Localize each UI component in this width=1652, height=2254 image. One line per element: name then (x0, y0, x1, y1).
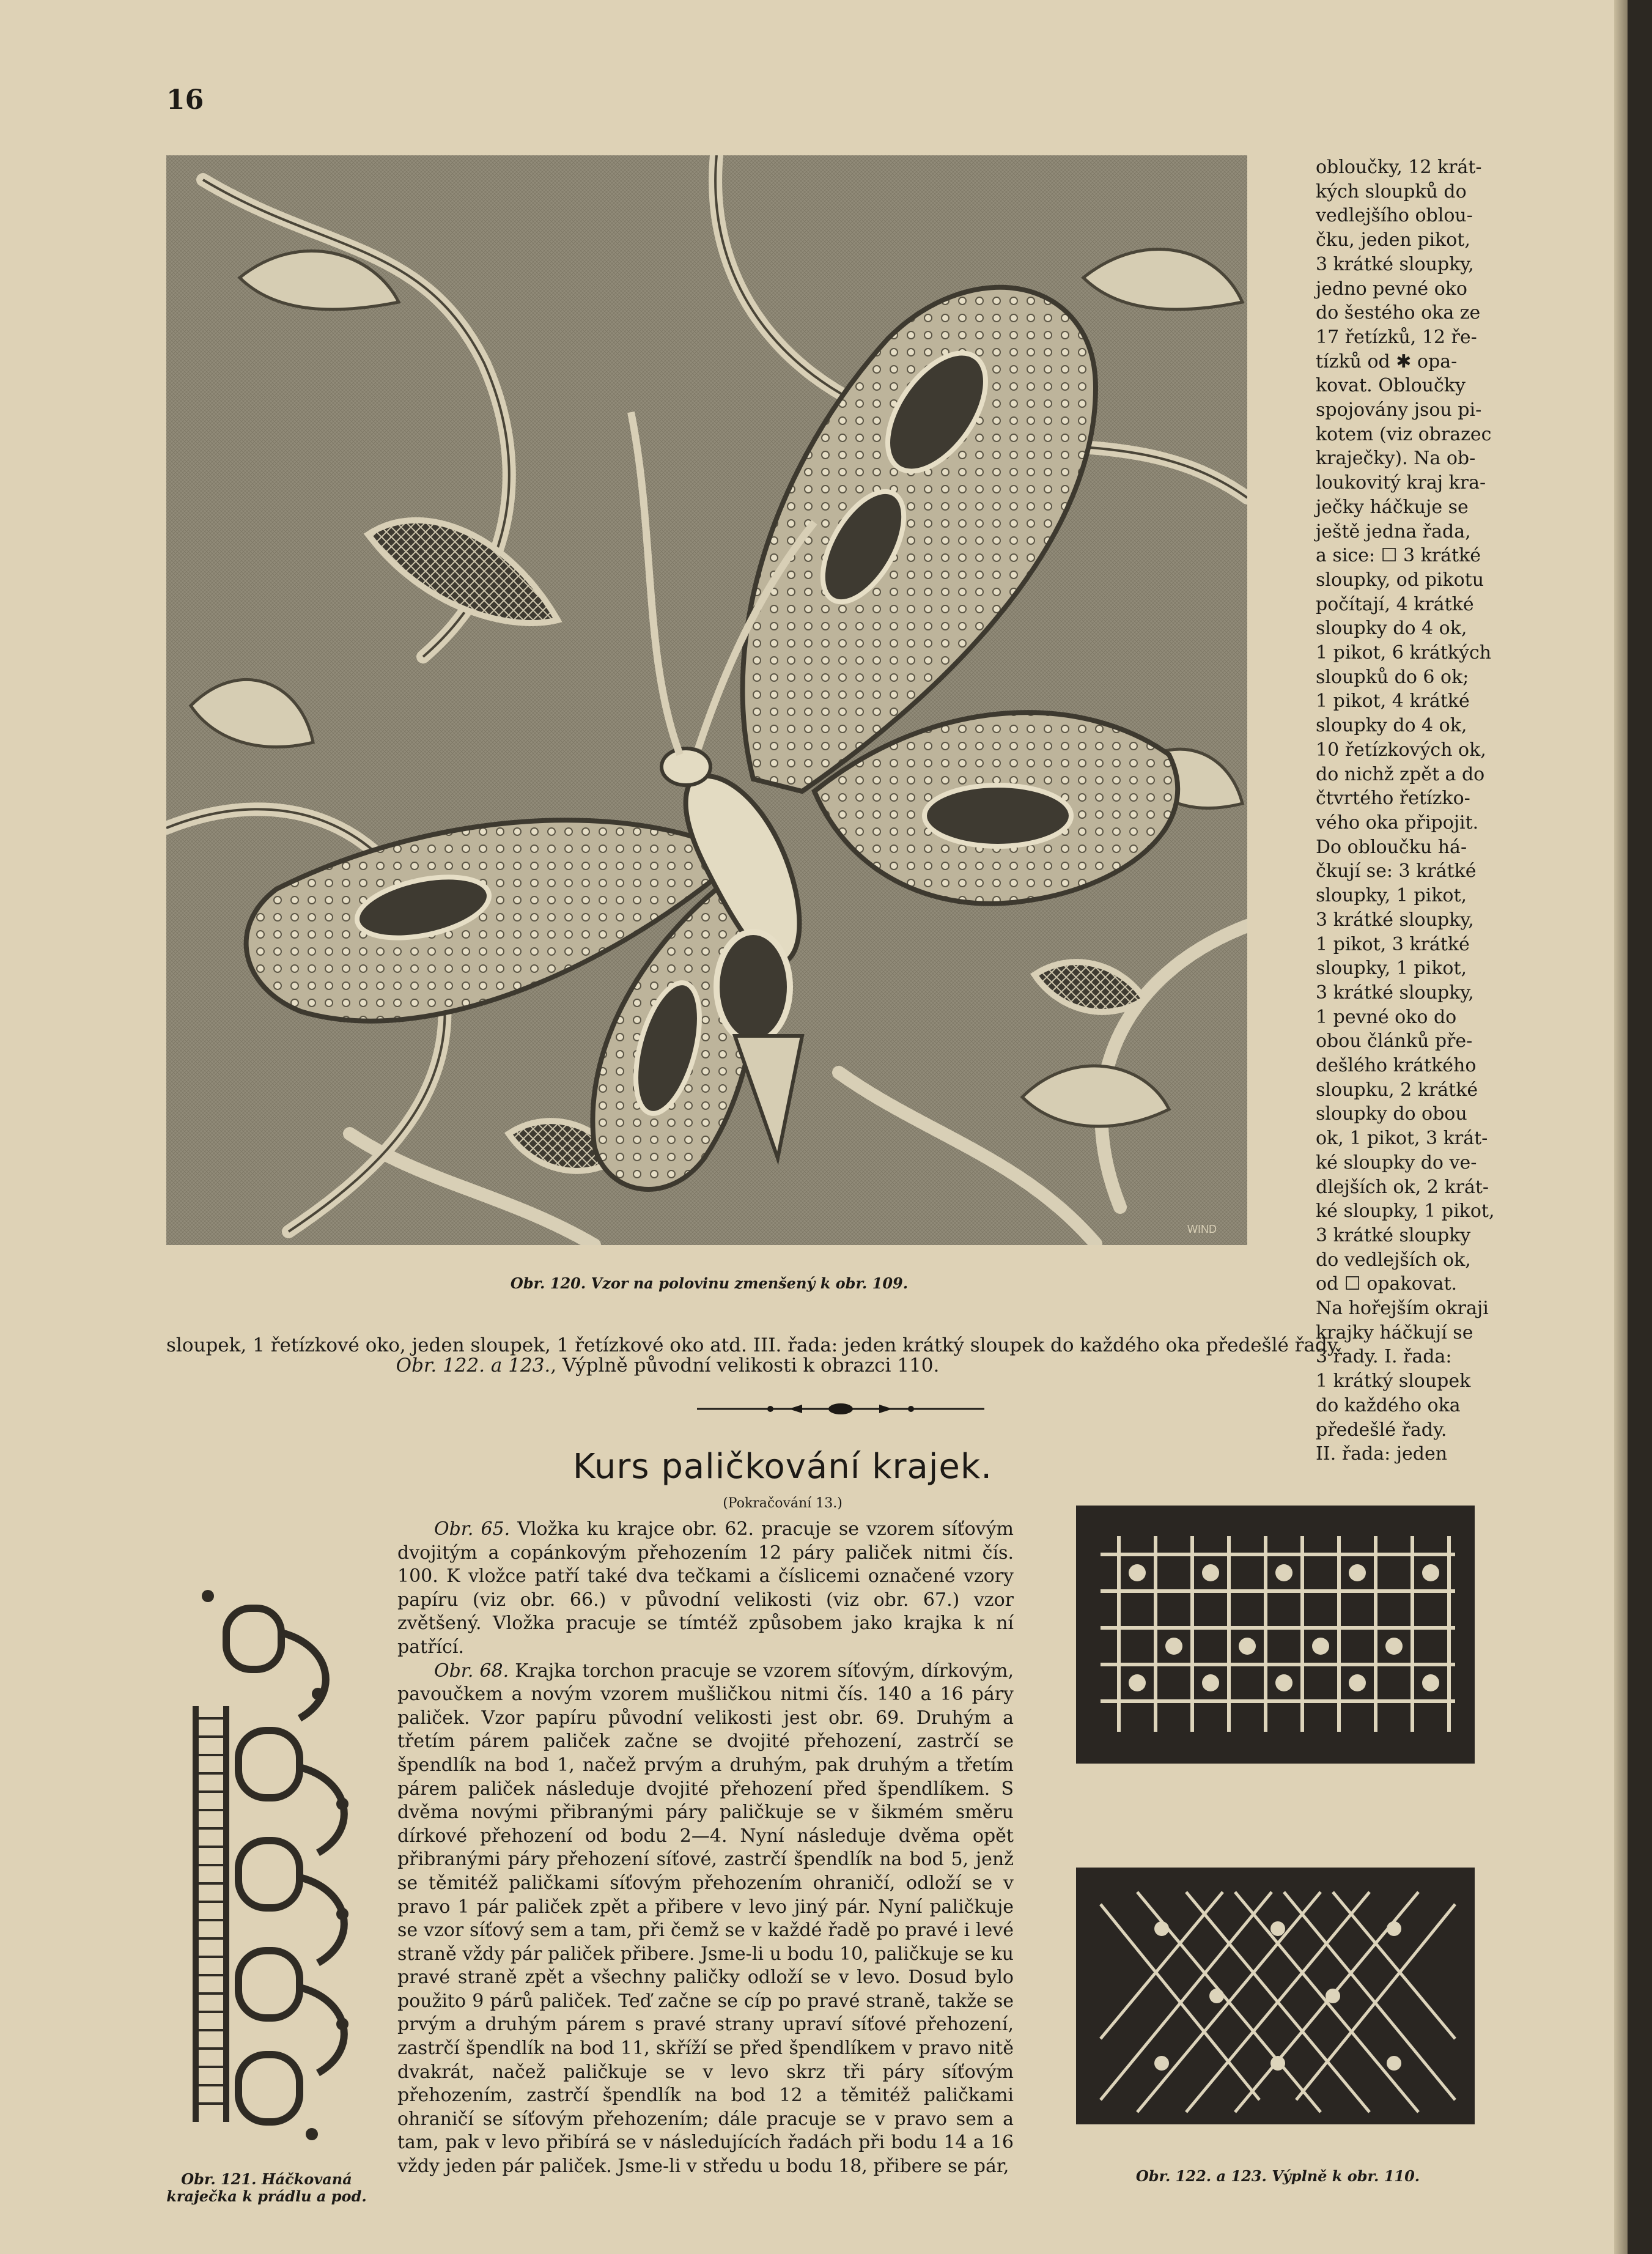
text-line: 10 řetízkových ok, (1316, 739, 1486, 761)
right-column-text (1316, 155, 1510, 1466)
text-line: kých sloupků do (1316, 180, 1467, 202)
text-line: dlejších ok, 2 krát- (1316, 1176, 1489, 1198)
text-line: dešlého krátkého (1316, 1055, 1477, 1077)
article-body (397, 1518, 1014, 2179)
figure-121-caption-line: Obr. 121. Háčkovaná (181, 2170, 352, 2188)
text-line: Do obloučku há- (1316, 836, 1467, 858)
text-line: čku, jeden pikot, (1316, 229, 1470, 251)
text-line: 3 krátké sloupky, (1316, 909, 1474, 931)
text-line: spojovány jsou pi- (1316, 399, 1482, 421)
text-line: 1 pikot, 4 krátké (1316, 690, 1470, 712)
text-line: sloupky, 1 pikot, (1316, 958, 1467, 980)
figure-121-caption (144, 2171, 389, 2205)
figure-note-separator: , (550, 1354, 562, 1376)
text-line: Na hořejším okraji (1316, 1298, 1489, 1320)
text-line: 3 krátké sloupky, (1316, 253, 1474, 275)
text-line: ké sloupky do ve- (1316, 1151, 1477, 1173)
page-number: 16 (166, 84, 204, 116)
figure-note-ref: Obr. 122. a 123. (396, 1354, 551, 1376)
text-line: loukovitý kraj kra- (1316, 472, 1486, 494)
lace-filling-123-illustration (1076, 1868, 1475, 2124)
text-line: 3 řady. I. řada: (1316, 1346, 1452, 1368)
text-line: II. řada: jeden (1316, 1443, 1448, 1465)
text-line: 17 řetízků, 12 ře- (1316, 326, 1477, 348)
continuation-line: sloupek, 1 řetízkové oko, jeden sloupek, 1 řetízkové oko atd. III. řada: jeden krátký sloupek do každého oka předešlé řady. (166, 1334, 1342, 1356)
text-line: obou článků pře- (1316, 1030, 1473, 1052)
text-line: čkují se: 3 krátké (1316, 860, 1477, 882)
figure-120-caption: Obr. 120. Vzor na polovinu zmenšený k obr. 109. (510, 1274, 909, 1292)
figure-121-caption-line: kraječka k prádlu a pod. (166, 2187, 367, 2205)
text-line: 1 pevné oko do (1316, 1006, 1457, 1028)
text-line: do šestého oka ze (1316, 302, 1481, 324)
text-line: kovat. Obloučky (1316, 375, 1466, 397)
crochet-lace-illustration (159, 1572, 373, 2146)
paragraph-text: Krajka torchon pracuje se vzorem síťovým, dírkovým, pavoučkem a novým vzorem mušličkou nitmi čís. 140 a 16 páry paliček. Vzor papíru původní velikosti jest obr. 69. Druhým a třetím párem paliček začne se dvojité přehození, zastrčí se špendlík na bod 1, načež prvým a druhým, pak druhým a třetím párem paliček následuje dvojité přehození před špendlíkem. S dvěma novými přibranými páry paličkuje se v šikmém směru dírkové přehození od bodu 2—4. Nyní následuje dvěma opět přibranými páry přehození síťové, zastrčí špendlík na bod 5, jenž se těmitéž paličkami síťovým přehozením ohraničí, odloží se v pravo 1 pár paliček zpět a přibere v levo jiný pár. Nyní paličkuje se vzor síťový sem a tam, při čemž se v každé řadě po pravé i levé straně vždy pár paliček přibere. Jsme-li u bodu 10, paličkuje se ku pravé straně zpět a všechny paličky odloží se v levo. Dosud bylo použito 9 párů paliček. Teď začne se cíp po pravé straně, takže se prvým a druhým párem s pravé strany upraví síťové přehození, zastrčí špendlík na bod 11, skříží se před špendlíkem v pravo nitě dvakrát, načež paličkuje se v levo skrz tři páry síťovým přehozením, zastrčí špendlík na bod 12 a těmitéž paličkami ohraničí se síťovým přehozením; dále pracuje se v pravo sem a tam, pak v levo přibírá se v následujících řadách při bodu 14 a 16 vždy jeden pár paliček. Jsme-li v středu u bodu 18, přibere se pár, (397, 1660, 1014, 2178)
text-line: krajky háčkují se (1316, 1321, 1473, 1343)
figure-122-123-caption: Obr. 122. a 123. Výplně k obr. 110. (1135, 2167, 1420, 2185)
figure-ref: Obr. 68. (434, 1660, 509, 1682)
text-line: do každého oka (1316, 1394, 1461, 1416)
text-line: tízků od ✱ opa- (1316, 350, 1458, 372)
text-line: obloučky, 12 krát- (1316, 157, 1482, 178)
page-edge (1628, 0, 1652, 2254)
engraver-signature: WIND (1187, 1223, 1217, 1235)
binding-strip (1614, 0, 1628, 2254)
figure-ref: Obr. 65. (434, 1518, 511, 1540)
text-line: vedlejšího oblou- (1316, 205, 1473, 227)
text-line: vého oka připojit. (1316, 811, 1479, 833)
text-line: kraječky). Na ob- (1316, 448, 1476, 470)
text-line: a sice: ☐ 3 krátké (1316, 545, 1481, 567)
text-line: sloupky, 1 pikot, (1316, 885, 1467, 907)
butterfly-embroidery-figure (166, 155, 1247, 1245)
text-line: ječky háčkuje se (1316, 496, 1469, 518)
text-line: sloupky, od pikotu (1316, 569, 1484, 591)
paragraph-68 (397, 1660, 1014, 2179)
text-line: od ☐ opakovat. (1316, 1273, 1458, 1295)
figure-note (166, 1353, 1169, 1378)
text-line: sloupky do 4 ok, (1316, 618, 1467, 640)
article-title: Kurs paličkování krajek. (572, 1447, 993, 1487)
paragraph-65 (397, 1518, 1014, 1660)
text-line: čtvrtého řetízko- (1316, 788, 1470, 810)
text-line: 1 krátký sloupek (1316, 1370, 1471, 1392)
text-line: předešlé řady. (1316, 1419, 1447, 1441)
lace-filling-figure-123 (1076, 1868, 1475, 2124)
ornamental-divider (697, 1400, 984, 1417)
text-line: ještě jedna řada, (1316, 520, 1471, 542)
text-line: do vedlejších ok, (1316, 1249, 1471, 1271)
paragraph-text: Vložka ku krajce obr. 62. pracuje se vzorem síťovým dvojitým a copánkovým přehozením 12 páry paliček nitmi čís. 100. K vložce patří také dva tečkami a číslicemi označené vzory papíru (viz obr. 66.) v původní velikosti (viz obr. 67.) vzor zvětšený. Vložka pracuje se tímtéž způsobem jako krajka k ní patřící. (397, 1518, 1014, 1658)
text-line: jedno pevné oko (1316, 278, 1467, 300)
text-line: sloupky do obou (1316, 1103, 1467, 1125)
crochet-lace-figure (159, 1572, 373, 2146)
text-line: 1 pikot, 6 krátkých (1316, 642, 1492, 664)
text-line: 3 krátké sloupky, (1316, 981, 1474, 1003)
lace-filling-figure-122 (1076, 1506, 1475, 1764)
text-line: ké sloupky, 1 pikot, (1316, 1200, 1495, 1222)
lace-filling-122-illustration (1076, 1506, 1475, 1764)
text-line: 3 krátké sloupky (1316, 1224, 1471, 1246)
text-line: sloupků do 6 ok; (1316, 666, 1469, 688)
text-line: sloupky do 4 ok, (1316, 715, 1467, 737)
butterfly-embroidery-illustration (166, 155, 1247, 1245)
text-line: ok, 1 pikot, 3 krát- (1316, 1128, 1488, 1150)
text-line: do nichž zpět a do (1316, 763, 1485, 785)
text-line: počítají, 4 krátké (1316, 593, 1474, 615)
text-line: 1 pikot, 3 krátké (1316, 933, 1470, 955)
article-subtitle: (Pokračování 13.) (723, 1496, 843, 1511)
figure-note-text: Výplně původní velikosti k obrazci 110. (562, 1354, 940, 1376)
text-line: kotem (viz obrazec (1316, 423, 1492, 445)
text-line: sloupku, 2 krátké (1316, 1079, 1478, 1101)
